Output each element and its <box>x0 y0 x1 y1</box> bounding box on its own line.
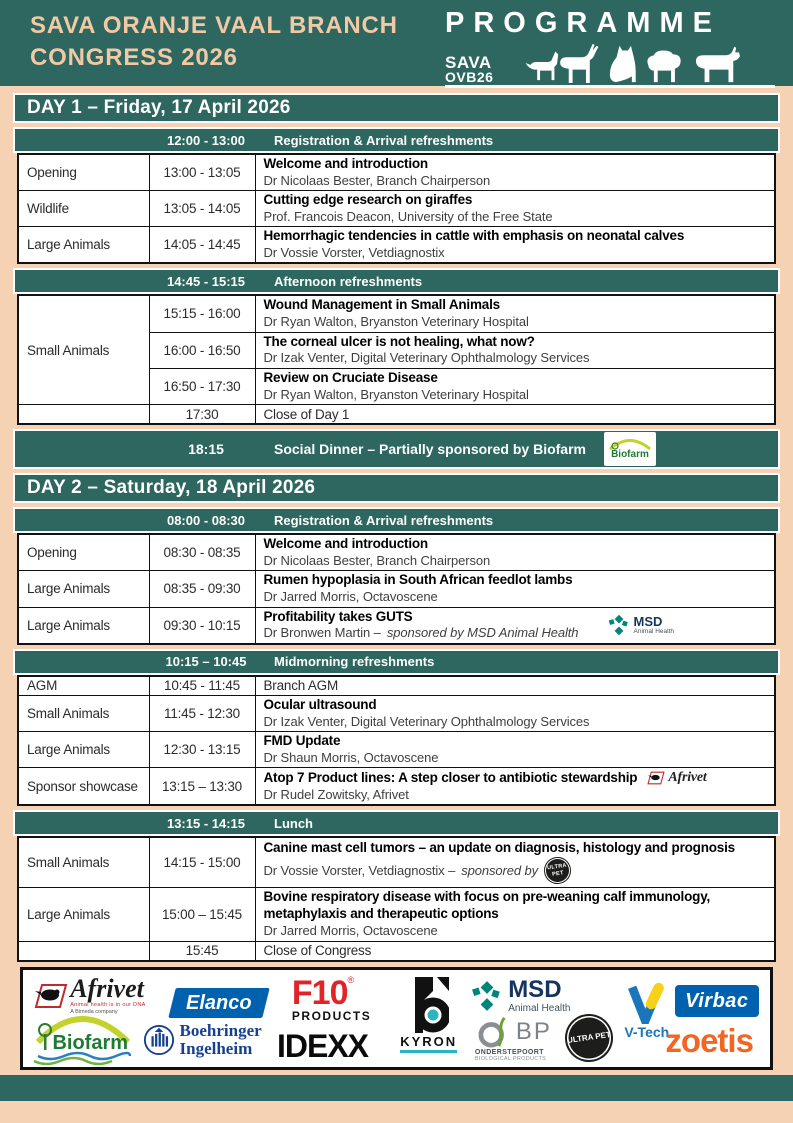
msd-logo-text: MSD <box>508 976 562 1004</box>
session-title: Wound Management in Small Animals <box>263 297 500 313</box>
day1-registration-bar <box>13 127 780 153</box>
session-time: 17:30 <box>149 404 255 424</box>
logo-text-ovb26: OVB26 <box>445 68 494 85</box>
table-row <box>18 154 775 191</box>
table-row <box>18 571 775 607</box>
table-row <box>18 227 775 264</box>
social-dinner-label: Social Dinner – Partially sponsored by Biofarm <box>274 441 586 458</box>
session-title: Welcome and introduction <box>263 536 428 552</box>
session-speaker: Dr Nicolaas Bester, Branch Chairperson <box>263 172 491 188</box>
session-speaker: Dr Jarred Morris, Octavoscene <box>263 589 438 605</box>
session-speaker: Dr Rudel Zowitsky, Afrivet <box>263 786 409 802</box>
session-category: Large Animals <box>18 732 149 768</box>
table-row <box>18 887 775 941</box>
session-title: Branch AGM <box>255 676 775 696</box>
session-speaker: Dr Ryan Walton, Bryanston Veterinary Hospital <box>263 314 529 330</box>
day2-midday-table <box>17 675 776 807</box>
session-time: 09:30 - 10:15 <box>149 607 255 644</box>
close-label: Close of Congress <box>255 941 775 961</box>
afrivet-logo-text: Afrivet <box>70 974 144 1004</box>
table-row <box>18 837 775 887</box>
congress-title <box>30 10 398 75</box>
break-label: Lunch <box>274 815 313 831</box>
elanco-logo-text: Elanco <box>186 992 252 1015</box>
sponsor-logos-panel <box>20 967 773 1070</box>
day2-afternoon-table <box>17 836 776 962</box>
sponsor-obp <box>475 1016 552 1063</box>
idexx-logo-text: IDEXX <box>276 1028 368 1065</box>
congress-title-line1: SAVA ORANJE VAAL BRANCH <box>30 12 398 39</box>
session-title: Cutting edge research on giraffes <box>263 192 473 208</box>
afrivet-logo-text: Afrivet <box>668 770 707 786</box>
table-row <box>18 534 775 571</box>
programme-body <box>0 86 793 1070</box>
day2-morning-table <box>17 533 776 644</box>
session-time: 16:00 - 16:50 <box>149 332 255 368</box>
vtech-icon <box>626 982 668 1024</box>
congress-title-line2: CONGRESS 2026 <box>30 44 238 72</box>
obp-onderstepoort-text: ONDERSTEPOORT <box>474 1049 544 1057</box>
day2-registration-bar <box>13 507 780 533</box>
programme-label: PROGRAMME <box>445 7 721 39</box>
logo-text-sava: SAVA <box>445 52 492 72</box>
ultra-pet-logo: ULTRA PET <box>542 856 572 886</box>
session-category: Small Animals <box>18 295 149 404</box>
session-speaker: Prof. Francois Deacon, University of the Free State <box>263 209 553 224</box>
elanco-logo <box>169 988 270 1018</box>
table-row <box>18 676 775 696</box>
afrivet-bird-icon <box>647 771 665 785</box>
zoetis-logo-text: zoetis <box>665 1022 753 1060</box>
session-time: 12:30 - 13:15 <box>149 732 255 768</box>
registered-mark: ® <box>347 975 355 986</box>
ultra-pet-badge: ULTRA PET <box>561 1011 615 1065</box>
sponsored-by-text: sponsored by <box>461 862 539 878</box>
session-category: Opening <box>18 534 149 571</box>
session-time: 13:00 - 13:05 <box>149 154 255 191</box>
session-title: Ocular ultrasound <box>263 697 377 713</box>
day2-title: DAY 2 – Saturday, 18 April 2026 <box>27 477 316 499</box>
biofarm-logo <box>604 432 656 466</box>
animal-silhouettes-icon <box>493 40 775 84</box>
biofarm-logo-text: Biofarm <box>611 449 649 461</box>
session-title: The corneal ulcer is not healing, what now? <box>263 333 535 349</box>
break-label: Registration & Arrival refreshments <box>274 132 494 148</box>
session-speaker: Dr Shaun Morris, Octavoscene <box>263 750 439 766</box>
session-category: Large Animals <box>18 607 149 644</box>
session-category: Small Animals <box>18 837 149 887</box>
break-time: 12:00 - 13:00 <box>166 132 246 148</box>
session-time: 13:05 - 14:05 <box>149 191 255 227</box>
session-time: 13:15 – 13:30 <box>149 768 255 805</box>
f10-logo-text: F10 <box>291 974 348 1013</box>
sponsor-idexx <box>276 1028 368 1065</box>
day2-lunch-bar <box>13 810 780 836</box>
session-time: 14:05 - 14:45 <box>149 227 255 264</box>
session-title: FMD Update <box>263 733 341 749</box>
boehringer-ingelheim-icon <box>143 1024 175 1056</box>
social-dinner-time: 18:15 <box>188 441 224 458</box>
boehringer-text-line1: Boehringer <box>179 1021 262 1041</box>
sponsor-boehringer-ingelheim <box>143 1022 262 1058</box>
obp-circle-icon <box>475 1016 515 1048</box>
break-label: Midmorning refreshments <box>274 654 435 670</box>
break-label: Afternoon refreshments <box>274 273 423 289</box>
sponsor-msd <box>471 978 570 1014</box>
session-time: 15:00 – 15:45 <box>149 887 255 941</box>
virbac-logo-text: Virbac <box>675 985 758 1017</box>
session-title: Hemorrhagic tendencies in cattle with emphasis on neonatal calves <box>263 228 685 244</box>
boehringer-text-line2: Ingelheim <box>179 1038 253 1058</box>
session-category: Sponsor showcase <box>18 768 149 805</box>
table-row <box>18 607 775 644</box>
session-speaker: Dr Izak Venter, Digital Veterinary Ophthalmology Services <box>263 714 590 729</box>
day1-header-bar <box>13 93 780 123</box>
close-label: Close of Day 1 <box>255 404 775 424</box>
session-title: Bovine respiratory disease with focus on pre-weaning calf immunology, metaphylaxis and therapeutic options <box>263 889 711 921</box>
session-category: Wildlife <box>18 191 149 227</box>
page-header <box>0 0 793 86</box>
programme-logo-block <box>445 7 775 88</box>
msd-icon <box>471 980 503 1012</box>
day2-header-bar <box>13 473 780 503</box>
msd-logo-subtext: Animal Health <box>508 1003 571 1015</box>
vtech-logo-text: V-Tech <box>624 1024 670 1041</box>
session-title: Review on Cruciate Disease <box>263 369 438 385</box>
table-row <box>18 295 775 332</box>
session-category: Large Animals <box>18 571 149 607</box>
sponsor-elanco <box>172 988 266 1018</box>
afrivet-logo <box>647 769 706 787</box>
session-title: Canine mast cell tumors – an update on diagnosis, histology and prognosis <box>263 840 735 856</box>
table-row <box>18 696 775 732</box>
table-row <box>18 768 775 805</box>
day1-afternoon-table <box>17 294 776 425</box>
obp-biological-products-text: BIOLOGICAL PRODUCTS <box>474 1056 547 1063</box>
session-title: Welcome and introduction <box>263 156 428 171</box>
session-category: Large Animals <box>18 887 149 941</box>
biofarm-logo-text: Biofarm <box>52 1032 129 1055</box>
table-row <box>18 191 775 227</box>
session-speaker: Dr Izak Venter, Digital Veterinary Ophthalmology Services <box>263 350 590 366</box>
msd-icon <box>608 614 630 636</box>
session-title: Profitability takes GUTS <box>263 608 413 624</box>
session-speaker: Dr Ryan Walton, Bryanston Veterinary Hospital <box>263 386 529 402</box>
session-speaker: Dr Bronwen Martin – <box>263 625 381 641</box>
obp-logo-text: BP <box>515 1018 552 1046</box>
table-row <box>18 404 775 424</box>
sponsored-by-text: sponsored by MSD Animal Health <box>386 625 579 641</box>
break-time: 10:15 – 10:45 <box>165 654 247 670</box>
sponsor-ultra-pet <box>565 1014 613 1062</box>
bottom-teal-band <box>0 1075 793 1101</box>
table-row <box>18 941 775 961</box>
sponsor-virbac <box>675 985 758 1017</box>
sponsor-biofarm <box>30 1010 135 1065</box>
session-category: Large Animals <box>18 227 149 264</box>
break-time: 08:00 - 08:30 <box>166 512 246 528</box>
day1-afternoon-break-bar <box>13 268 780 294</box>
session-title: Atop 7 Product lines: A step closer to antibiotic stewardship <box>263 769 638 785</box>
msd-logo-text: MSD <box>633 613 663 629</box>
kyron-icon <box>409 977 449 1033</box>
break-time: 14:45 - 15:15 <box>166 273 246 289</box>
sponsor-vtech <box>624 982 669 1039</box>
session-time: 08:35 - 09:30 <box>149 571 255 607</box>
day1-morning-table <box>17 153 776 264</box>
session-time: 16:50 - 17:30 <box>149 368 255 404</box>
afrivet-tagline: Animal health is in our DNA <box>70 1002 146 1009</box>
kyron-logo-text: KYRON <box>400 1035 457 1053</box>
session-time: 10:45 - 11:45 <box>149 676 255 696</box>
session-time: 15:45 <box>149 941 255 961</box>
session-speaker: Dr Jarred Morris, Octavoscene <box>263 922 438 938</box>
day1-title: DAY 1 – Friday, 17 April 2026 <box>27 97 291 118</box>
session-speaker: Dr Vossie Vorster, Vetdiagnostix <box>263 245 445 261</box>
session-time: 08:30 - 08:35 <box>149 534 255 571</box>
session-category: Opening <box>18 154 149 191</box>
sponsor-kyron <box>400 977 457 1053</box>
sava-ovb26-logo <box>445 40 775 88</box>
table-row <box>18 732 775 768</box>
msd-logo-subtext: Animal Health <box>633 627 674 635</box>
session-category: AGM <box>18 676 149 696</box>
break-time: 13:15 - 14:15 <box>166 815 246 831</box>
session-category: Small Animals <box>18 696 149 732</box>
msd-animal-health-logo <box>608 614 674 636</box>
day2-midmorning-break-bar <box>13 649 780 675</box>
break-label: Registration & Arrival refreshments <box>274 512 494 528</box>
session-time: 14:15 - 15:00 <box>149 837 255 887</box>
afrivet-bird-icon <box>34 983 68 1009</box>
sponsor-zoetis <box>665 1022 753 1060</box>
session-speaker: Dr Nicolaas Bester, Branch Chairperson <box>263 553 491 569</box>
session-title: Rumen hypoplasia in South African feedlot lambs <box>263 572 573 588</box>
session-time: 15:15 - 16:00 <box>149 295 255 332</box>
f10-products-text: PRODUCTS <box>291 1008 372 1023</box>
session-speaker: Dr Vossie Vorster, Vetdiagnostix – <box>263 862 456 878</box>
sponsor-f10 <box>291 974 372 1023</box>
afrivet-bimeda-text: A Bimeda company <box>70 1008 118 1015</box>
social-dinner-bar <box>13 429 780 469</box>
session-time: 11:45 - 12:30 <box>149 696 255 732</box>
